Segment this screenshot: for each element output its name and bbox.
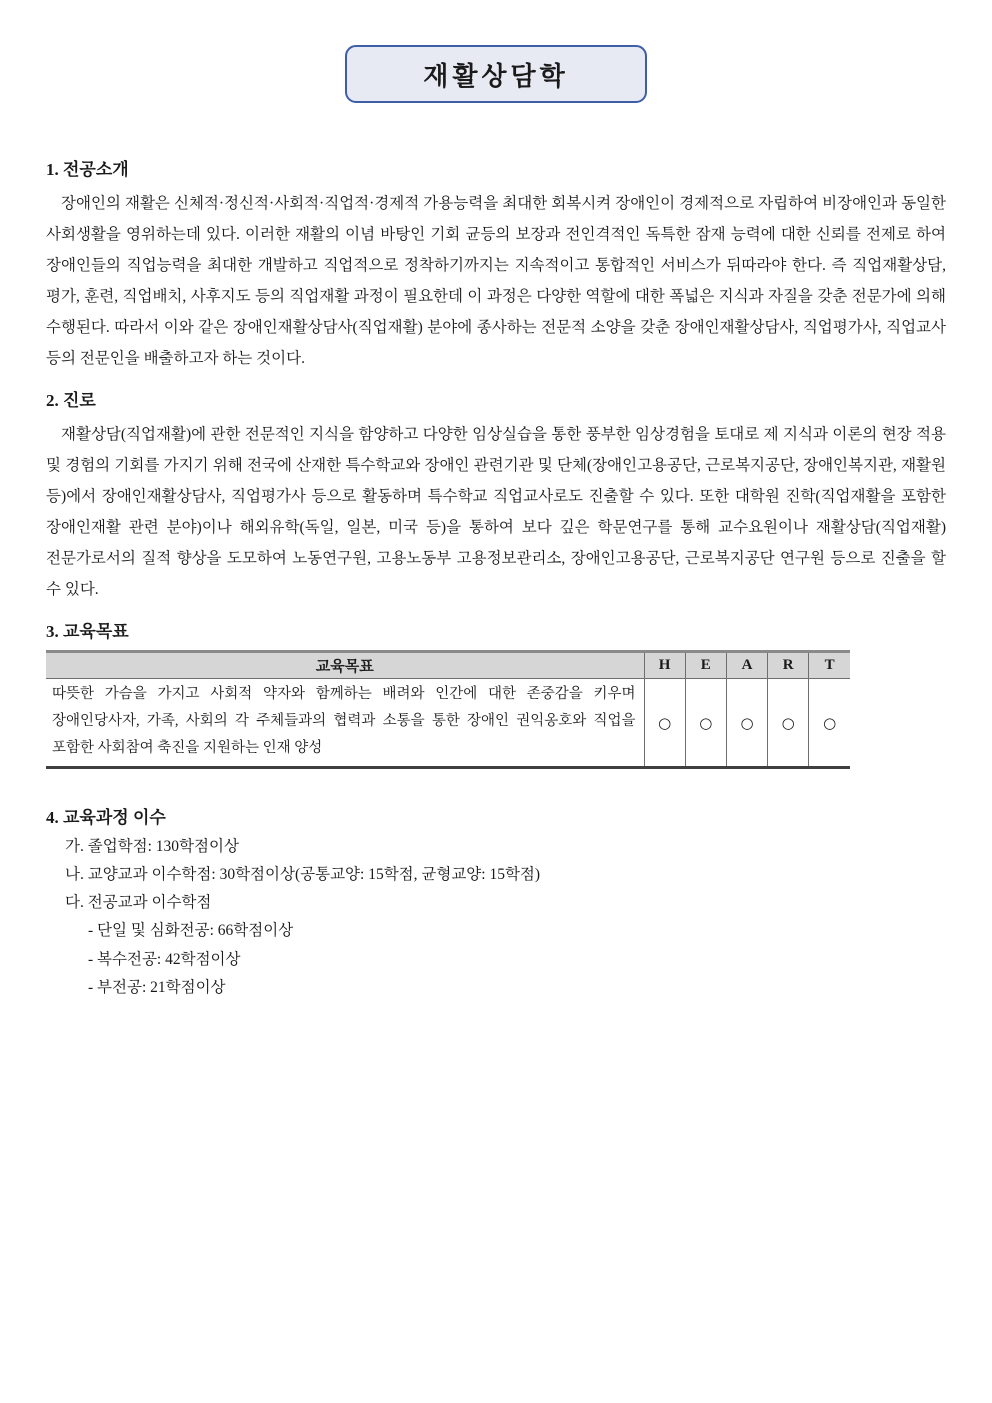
- section-intro-paragraph: 장애인의 재활은 신체적·정신적·사회적·직업적·경제적 가용능력을 최대한 회복시켜 장애인이 경제적으로 자립하여 비장애인과 동일한 사회생활을 영위하는데 있다. 이러한 재활의 이념 바탕인 기회 균등의 보장과 전인격적인 독특한 잠재 능력에 대한 신뢰를 전제로 하여 장애인들의 직업능력을 최대한 개발하고 직업적으로 정착하기까지는 지속적이고 통합적인 서비스가 뒤따라야 한다. 즉 직업재활상담, 평가, 훈련, 직업배치, 사후지도 등의 직업재활 과정이 필요한데 이 과정은 다양한 역할에 대한 폭넓은 지식과 자질을 갖춘 전문가에 의해 수행된다. 따라서 이와 같은 장애인재활상담사(직업재활) 분야에 종사하는 전문적 소양을 갖춘 장애인재활상담사, 직업평가사, 직업교사 등의 전문인을 배출하고자 하는 것이다.: [46, 195, 946, 367]
- goals-table-goal-header: 교육목표: [46, 652, 644, 679]
- curriculum-subitem-single-major: - 단일 및 심화전공: 66학점이상: [88, 922, 294, 939]
- curriculum-item-graduation-credits: 가. 졸업학점: 130학점이상: [65, 838, 239, 855]
- section-major-intro: [46, 159, 946, 374]
- goals-table-col-t: T: [809, 652, 850, 679]
- section-intro-heading: 1. 전공소개: [46, 160, 129, 179]
- document-title: 재활상담학: [423, 61, 569, 91]
- goals-table-col-r: R: [768, 652, 809, 679]
- education-goals-table: [46, 650, 850, 769]
- curriculum-item-liberal-arts-credits: 나. 교양교과 이수학점: 30학점이상(공통교양: 15학점, 균형교양: 15학점): [65, 866, 541, 883]
- goals-table-col-h: H: [644, 652, 685, 679]
- goals-table-header-row: [46, 652, 850, 679]
- curriculum-subitem-minor: - 부전공: 21학점이상: [88, 979, 226, 996]
- goal-text-cell: 따뜻한 가슴을 가지고 사회적 약자와 함께하는 배려와 인간에 대한 존중감을 키우며 장애인당사자, 가족, 사회의 각 주체들과의 협력과 소통을 통한 장애인 권익옹호와 직업을 포함한 사회참여 축진을 지원하는 인재 양성: [52, 686, 636, 756]
- goal-mark-t: ○: [809, 679, 850, 768]
- section-career-paragraph: 재활상담(직업재활)에 관한 전문적인 지식을 함양하고 다양한 임상실습을 통한 풍부한 임상경험을 토대로 제 지식과 이론의 현장 적용 및 경험의 기회를 가지기 위해 전국에 산재한 특수학교와 장애인 관련기관 및 단체(장애인고용공단, 근로복지공단, 장애인복지관, 재활원 등)에서 장애인재활상담사, 직업평가사 등으로 활동하며 특수학교 직업교사로도 진출할 수 있다. 또한 대학원 진학(직업재활을 포함한 장애인재활 관련 분야)이나 해외유학(독일, 일본, 미국 등)을 통하여 보다 깊은 학문연구를 통해 교수요원이나 재활상담(직업재활) 전문가로서의 질적 향상을 도모하여 노동연구원, 고용노동부 고용정보관리소, 장애인고용공단, 근로복지공단 연구원 등으로 진출을 할 수 있다.: [46, 426, 946, 598]
- curriculum-subitem-double-major: - 복수전공: 42학점이상: [88, 950, 241, 968]
- goals-table-col-a: A: [726, 652, 767, 679]
- section-career: [46, 390, 946, 605]
- section-career-heading: 2. 진로: [46, 391, 96, 410]
- document-title-box: [345, 45, 647, 103]
- goals-table-row: [46, 679, 850, 768]
- section-curriculum-heading: 4. 교육과정 이수: [46, 808, 166, 827]
- section-curriculum: [46, 807, 946, 1003]
- section-education-goals: [46, 621, 946, 769]
- goals-table-col-e: E: [685, 652, 726, 679]
- goal-mark-h: ○: [644, 679, 685, 768]
- goal-mark-r: ○: [768, 679, 809, 768]
- goal-mark-a: ○: [726, 679, 767, 768]
- curriculum-item-major-credits: 다. 전공교과 이수학점: [65, 894, 212, 911]
- goal-mark-e: ○: [685, 679, 726, 768]
- section-goals-heading: 3. 교육목표: [46, 622, 129, 641]
